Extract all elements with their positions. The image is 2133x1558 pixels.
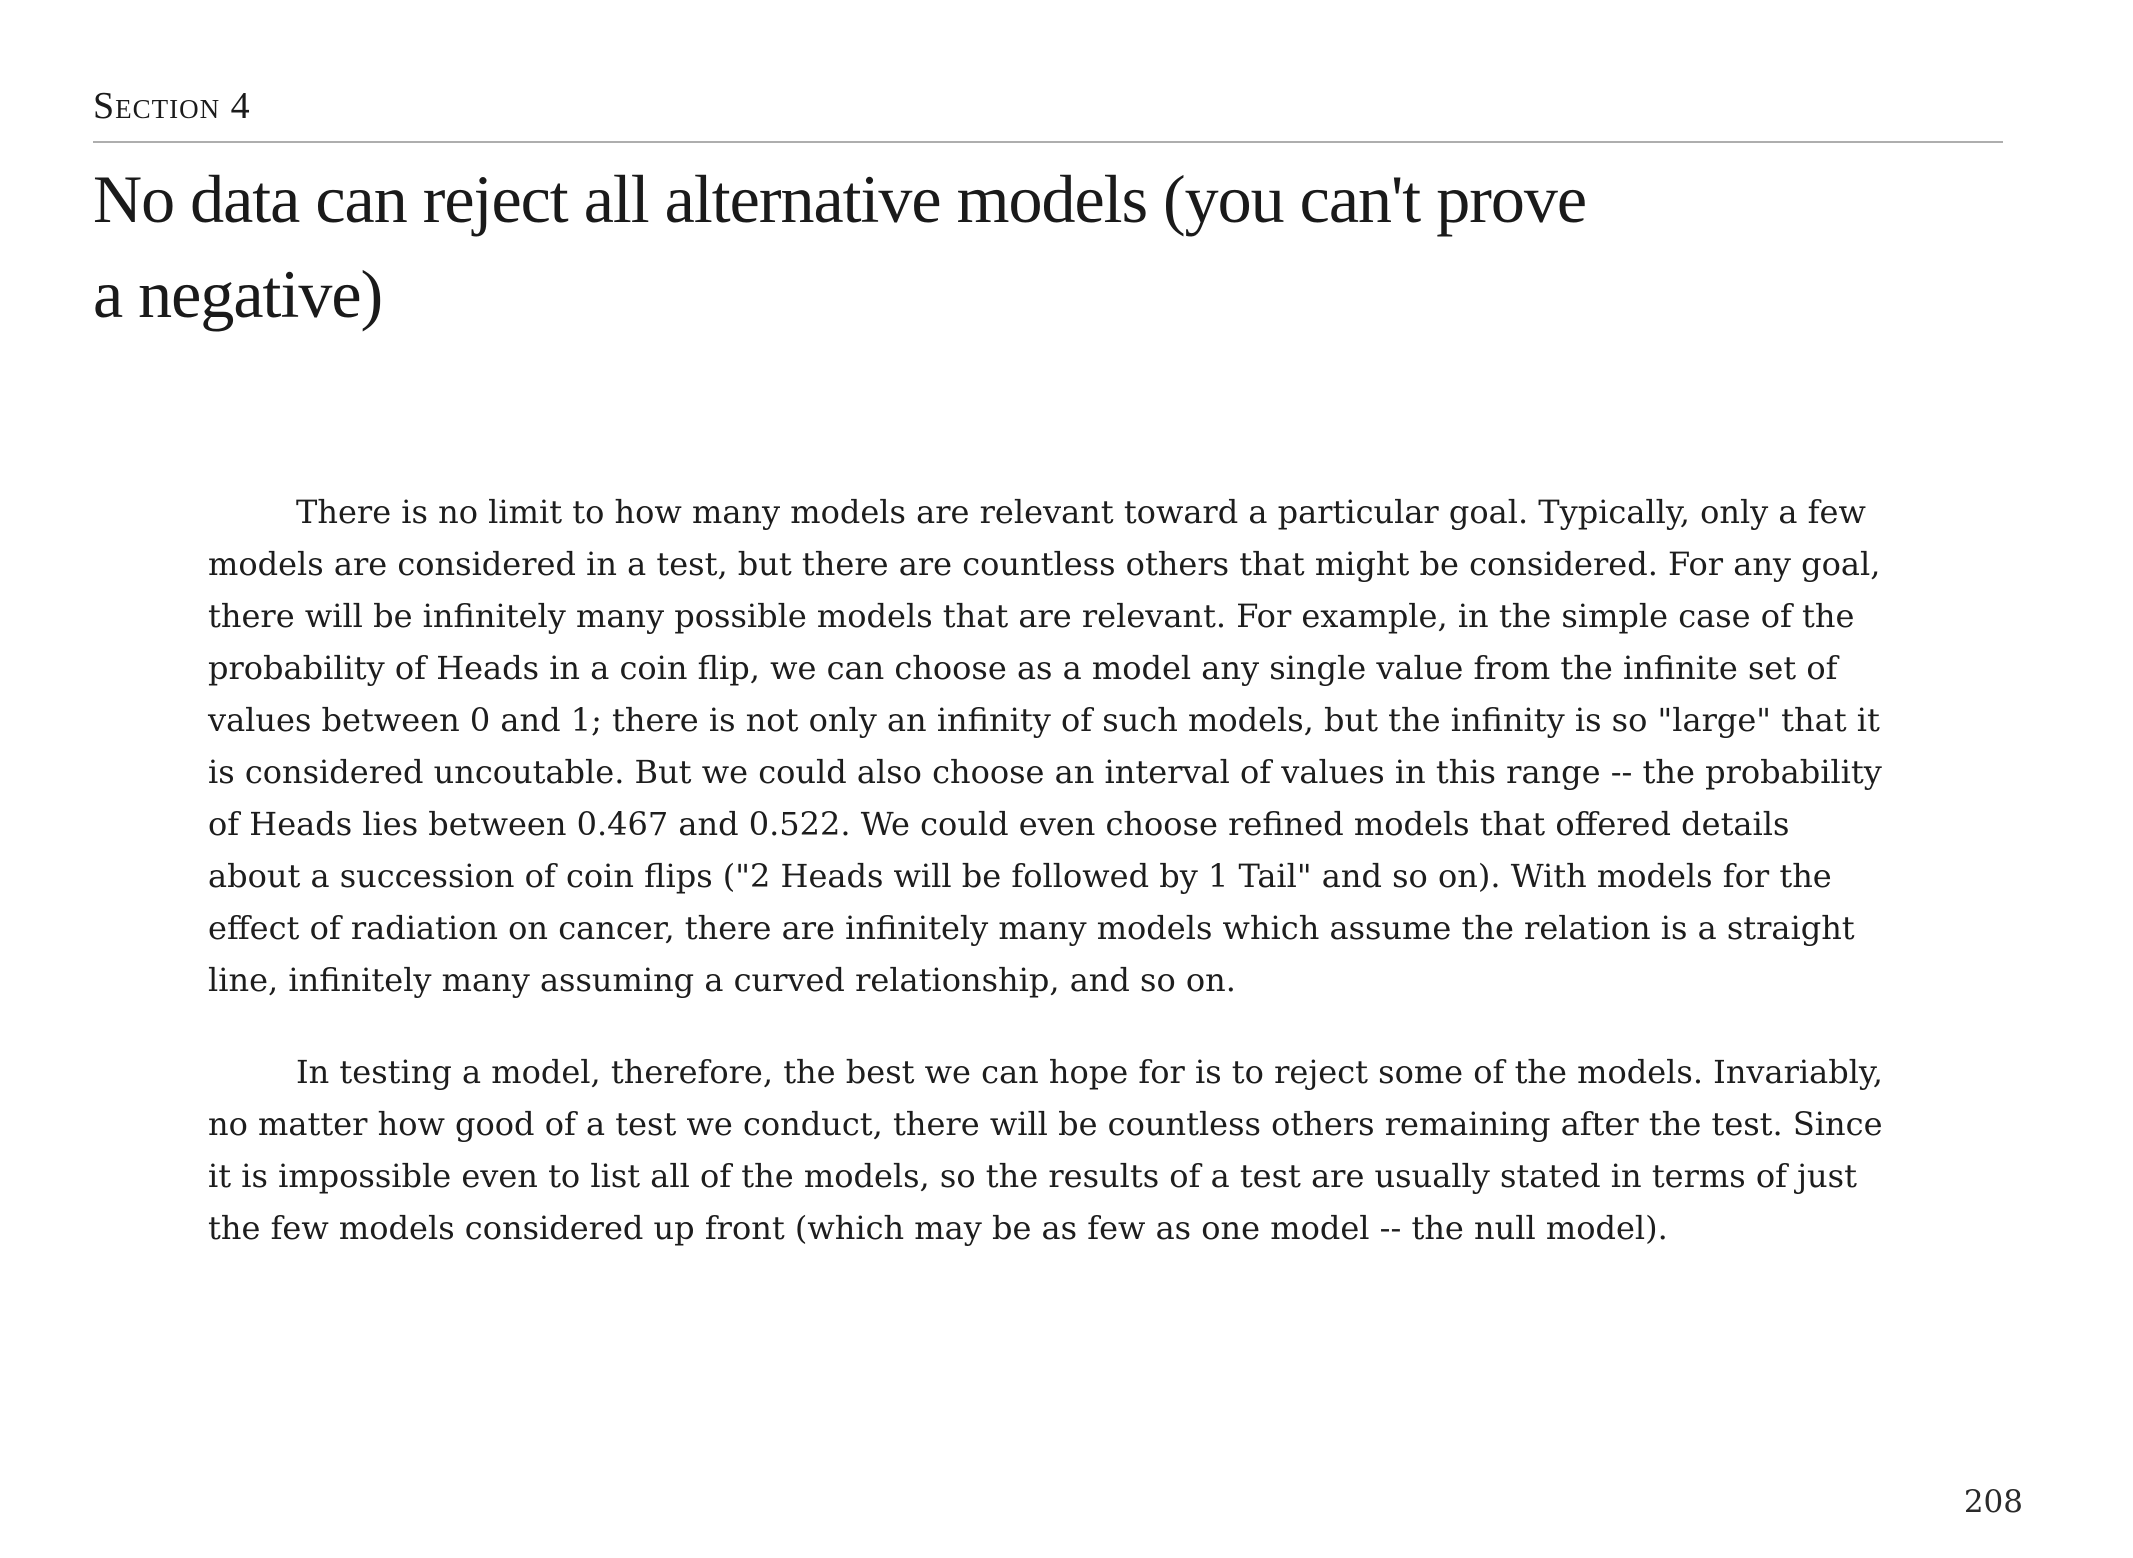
text-line: of Heads lies between 0.467 and 0.522. We could even choose refined models that offered details	[208, 805, 1790, 843]
section-label: Section 4	[93, 85, 251, 127]
text-line: probability of Heads in a coin flip, we can choose as a model any single value from the infinite set of	[208, 649, 1838, 687]
paragraph	[208, 1046, 1938, 1254]
text-line: There is no limit to how many models are relevant toward a particular goal. Typically, only a few	[296, 493, 1866, 531]
text-line: it is impossible even to list all of the models, so the results of a test are usually stated in terms of just	[208, 1157, 1857, 1195]
page-title	[93, 152, 1586, 342]
page-number: 208	[1963, 1484, 2023, 1520]
text-line: is considered uncoutable. But we could also choose an interval of values in this range -- the probability	[208, 753, 1882, 791]
text-line: line, infinitely many assuming a curved relationship, and so on.	[208, 961, 1236, 999]
text-line: no matter how good of a test we conduct, there will be countless others remaining after the test. Since	[208, 1105, 1883, 1143]
text-line: the few models considered up front (which may be as few as one model -- the null model).	[208, 1209, 1668, 1247]
text-line: effect of radiation on cancer, there are infinitely many models which assume the relation is a straight	[208, 909, 1855, 947]
page-title-line: a negative)	[93, 256, 383, 332]
text-line: models are considered in a test, but there are countless others that might be considered. For any goal,	[208, 545, 1881, 583]
paragraph	[208, 486, 1938, 1006]
page-title-line: No data can reject all alternative models (you can't prove	[93, 161, 1587, 237]
body-text	[208, 486, 1938, 1254]
text-line: In testing a model, therefore, the best we can hope for is to reject some of the models. Invariably,	[296, 1053, 1883, 1091]
section-rule-divider	[93, 141, 2003, 143]
text-line: values between 0 and 1; there is not only an infinity of such models, but the infinity is so "large" that it	[208, 701, 1880, 739]
text-line: about a succession of coin flips ("2 Heads will be followed by 1 Tail" and so on). With models for the	[208, 857, 1832, 895]
text-line: there will be infinitely many possible models that are relevant. For example, in the simple case of the	[208, 597, 1855, 635]
